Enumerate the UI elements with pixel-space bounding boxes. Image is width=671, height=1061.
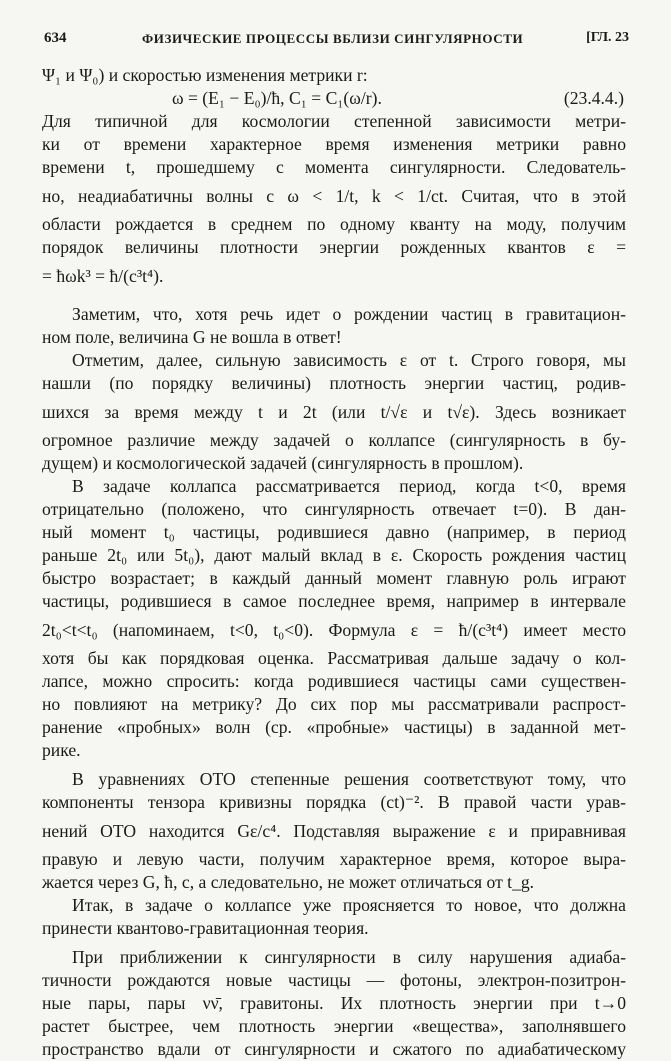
text-line: = ħωk³ = ħ/(c³t⁴). — [42, 266, 164, 286]
text-line: Ψ₁ и Ψ₀) и скоростью изменения метрики r: — [42, 65, 368, 85]
text-line: хотя бы как порядковая оценка. Рассматривая дальше задачу о кол- — [42, 648, 626, 668]
text-line: Итак, в задаче о коллапсе уже проясняется то новое, что должна — [72, 895, 626, 915]
text-line: быстро возрастает; в каждый данный момент главную роль играют — [42, 568, 626, 588]
text-line: 2t₀<t<t₀ (напоминаем, t<0, t₀<0). Формула ε = ħ/(c³t⁴) имеет место — [42, 620, 626, 640]
text-line: тичности рождаются новые частицы — фотоны, электрон-позитрон- — [42, 970, 626, 990]
text-line: ный момент t₀ частицы, родившиеся давно (например, в период — [42, 522, 626, 542]
page-body — [42, 64, 626, 1061]
text-line: Заметим, что, хотя речь идет о рождении частиц в гравитацион- — [72, 304, 626, 324]
text-line: принести квантово-гравитационная теория. — [42, 918, 369, 938]
text-line: но повлияют на метрику? До сих пор мы рассматривали распрост- — [42, 694, 626, 714]
text-line: частицы, родившиеся в самое последнее время, например в интервале — [42, 591, 626, 611]
text-line: нений ОТО находится Gε/c⁴. Подставляя выражение ε и приравнивая — [42, 821, 626, 841]
running-title: ФИЗИЧЕСКИЕ ПРОЦЕССЫ ВБЛИЗИ СИНГУЛЯРНОСТИ — [142, 31, 524, 46]
text-line: жается через G, ħ, c, а следовательно, не может отличаться от t_g. — [42, 872, 535, 892]
text-line: огромное различие между задачей о коллапсе (сингулярность в бу- — [42, 430, 626, 450]
equation-number: (23.4.4.) — [563, 88, 624, 108]
text-line: Отметим, далее, сильную зависимость ε от t. Строго говоря, мы — [72, 350, 626, 370]
chapter-label: [ГЛ. 23 — [586, 30, 629, 45]
text-line: ки от времени характерное время изменения метрики равно — [42, 134, 626, 154]
text-line: времени t, прошедшему с момента сингулярности. Следователь- — [42, 157, 626, 177]
equation-line — [42, 87, 626, 110]
text-line: растет быстрее, чем плотность энергии «вещества», заполнявшего — [42, 1016, 626, 1036]
text-line: При приближении к сингулярности в силу нарушения адиаба- — [72, 947, 626, 967]
text-line: ные пары, пары νν̄, гравитоны. Их плотность энергии при t→0 — [42, 993, 626, 1013]
text-line: рике. — [42, 740, 81, 760]
text-line: Для типичной для космологии степенной зависимости метри- — [42, 111, 626, 131]
text-line: порядок величины плотности энергии рожденных квантов ε = — [42, 237, 626, 257]
running-header — [44, 30, 629, 52]
text-line: шихся за время между t и 2t (или t/√ε и t√ε). Здесь возникает — [42, 402, 626, 422]
text-line: нашли (по порядку величины) плотность энергии частиц, родив- — [42, 373, 626, 393]
text-line: компоненты тензора кривизны порядка (ct)⁻². В правой части урав- — [42, 792, 626, 812]
page-number: 634 — [44, 30, 67, 46]
text-line: лапсе, можно спросить: когда родившиеся частицы сами существен- — [42, 671, 626, 691]
text-line: В уравнениях ОТО степенные решения соответствуют тому, что — [72, 769, 626, 789]
text-line: В задаче коллапса рассматривается период, когда t<0, время — [72, 476, 626, 496]
text-line: дущем) и космологической задачей (сингулярность в прошлом). — [42, 453, 524, 473]
text-line: но, неадиабатичны волны с ω < 1/t, k < 1/ct. Считая, что в этой — [42, 186, 626, 206]
text-line: ном поле, величина G не вошла в ответ! — [42, 327, 342, 347]
text-line: отрицательно (положено, что сингулярность отвечает t=0). В дан- — [42, 499, 626, 519]
text-line: пространство вдали от сингулярности и сжатого по адиабатическому — [42, 1039, 626, 1059]
text-line: правую и левую части, получим характерное время, которое выра- — [42, 849, 626, 869]
equation: ω = (E₁ − E₀)/ħ, C₁ = C₁(ω/r). — [172, 88, 382, 108]
text-line: области рождается в среднем по одному кванту на моду, получим — [42, 214, 626, 234]
text-line: ранение «пробных» волн (ср. «пробные» частицы) в заданной мет- — [42, 717, 626, 737]
text-line: раньше 2t₀ или 5t₀), дают малый вклад в ε. Скорость рождения частиц — [42, 545, 626, 565]
